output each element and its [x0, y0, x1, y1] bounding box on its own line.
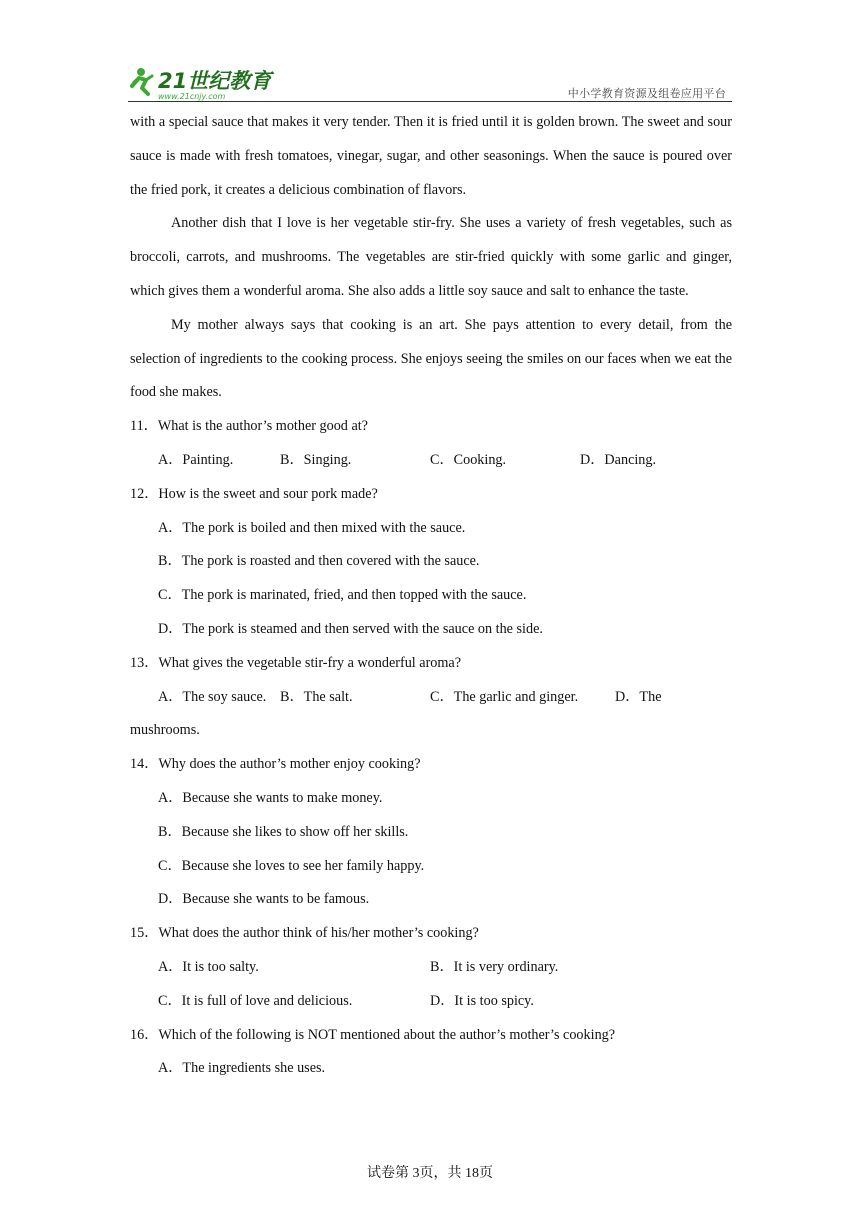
question-13-options	[130, 681, 732, 715]
passage-paragraph-1: with a special sauce that makes it very tender. Then it is fried until it is golden brown. The sweet and sour sauce is made with fresh tomatoes, vinegar, sugar, and other seasonings. When the sauce is poured over the fried pork, it creates a delicious combination of flavors.	[130, 114, 732, 198]
question-13: 13．What gives the vegetable stir-fry a wonderful aroma?	[130, 654, 462, 671]
option-d: D．The pork is steamed and then served with the sauce on the side.	[158, 620, 543, 637]
question-11: 11．What is the author’s mother good at?	[130, 418, 368, 435]
logo-url: www.21cnjy.com	[158, 92, 226, 101]
question-16: 16．Which of the following is NOT mentioned about the author’s mother’s cooking?	[130, 1026, 616, 1043]
option-d: D．Because she wants to be famous.	[158, 891, 370, 908]
option-d: D．Dancing.	[580, 451, 657, 468]
option-c: C．The pork is marinated, fried, and then topped with the sauce.	[158, 587, 527, 604]
option-b: B．The pork is roasted and then covered with the sauce.	[158, 553, 480, 570]
platform-name: 中小学教育资源及组卷应用平台	[567, 87, 726, 100]
question-15: 15．What does the author think of his/her mother’s cooking?	[130, 925, 479, 942]
option-a: A．Because she wants to make money.	[158, 789, 383, 806]
site-logo	[128, 64, 278, 102]
page-header	[128, 64, 732, 104]
option-a: A．It is too salty.	[158, 958, 259, 975]
page-footer: 试卷第 3页，共 18页	[367, 1166, 493, 1181]
option-b: B．The salt.	[280, 688, 353, 705]
option-c: C．Because she loves to see her family happy.	[158, 857, 425, 874]
page-content	[130, 106, 732, 1086]
option-b: B．Singing.	[280, 451, 352, 468]
option-b: B．Because she likes to show off her skills.	[158, 823, 409, 840]
option-d: D．The	[615, 688, 662, 705]
passage-paragraph-3: My mother always says that cooking is an art. She pays attention to every detail, from the selection of ingredients to the cooking process. She enjoys seeing the smiles on our faces when we eat the food she makes.	[130, 316, 732, 401]
option-c: C．The garlic and ginger.	[430, 688, 579, 705]
question-15-options-row-2	[130, 985, 732, 1019]
option-d-continuation: mushrooms.	[130, 722, 200, 739]
header-divider	[128, 101, 732, 102]
option-a: A．The pork is boiled and then mixed with the sauce.	[158, 519, 466, 536]
option-b: B．It is very ordinary.	[430, 958, 559, 975]
question-11-options	[130, 444, 732, 478]
question-14: 14．Why does the author’s mother enjoy cooking?	[130, 756, 421, 773]
option-c: C．Cooking.	[430, 451, 507, 468]
question-12: 12．How is the sweet and sour pork made?	[130, 485, 378, 502]
option-a: A．The ingredients she uses.	[158, 1060, 326, 1077]
option-d: D．It is too spicy.	[430, 992, 534, 1009]
option-a: A．The soy sauce.	[158, 688, 267, 705]
logo-wordmark: 21世纪教育	[158, 69, 272, 93]
question-15-options-row-1	[130, 951, 732, 985]
option-a: A．Painting.	[158, 451, 234, 468]
option-c: C．It is full of love and delicious.	[158, 992, 353, 1009]
passage-paragraph-2: Another dish that I love is her vegetable stir-fry. She uses a variety of fresh vegetables, such as broccoli, carrots, and mushrooms. The vegetables are stir-fried quickly with some garlic and ginger, which gives them a wonderful aroma. She also adds a little soy sauce and salt to enhance the taste.	[130, 215, 732, 299]
